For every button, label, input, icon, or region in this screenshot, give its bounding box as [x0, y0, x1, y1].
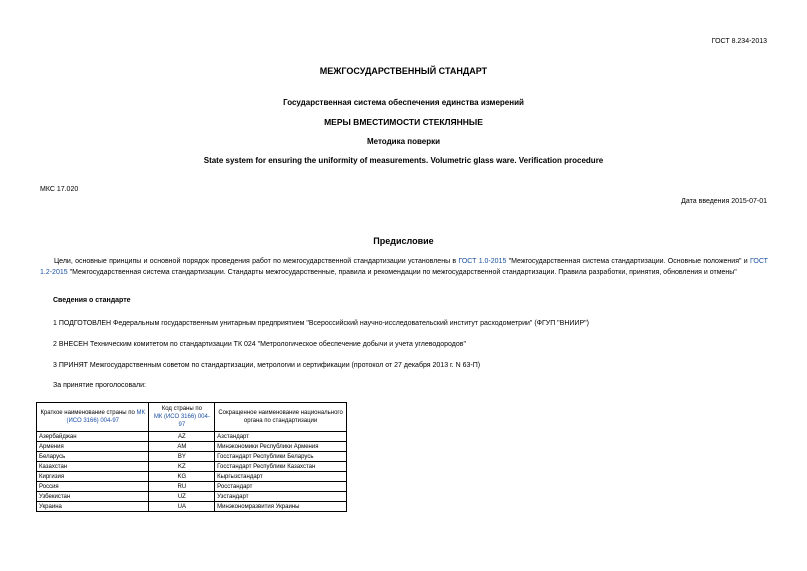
country-cell: Азербайджан: [37, 432, 149, 442]
code-cell: BY: [149, 452, 215, 462]
code-cell: AZ: [149, 432, 215, 442]
code-cell: UA: [149, 502, 215, 512]
table-row: [37, 452, 347, 462]
preface-paragraph: [40, 256, 768, 278]
country-cell: Беларусь: [37, 452, 149, 462]
info-item-voted: За принятие проголосовали:: [53, 382, 146, 389]
code-cell: AM: [149, 442, 215, 452]
standards-body-cell: Минэкономики Республики Армения: [215, 442, 347, 452]
header-country-code: [149, 403, 215, 432]
code-cell: RU: [149, 482, 215, 492]
gost-1-2-link[interactable]: ГОСТ 1.2-2015: [40, 258, 768, 276]
document-subtitle: Методика поверки: [366, 137, 441, 146]
header-country-code-text: Код страны по: [161, 406, 202, 412]
preface-text-1: Цели, основные принципы и основной порядок проведения работ по межгосударственной стандартизации установлены в: [54, 258, 459, 265]
country-cell: Казахстан: [37, 462, 149, 472]
header-country-name-link[interactable]: МК (ИСО 3166) 004-97: [66, 410, 145, 424]
table-row: [37, 482, 347, 492]
table-row: [37, 502, 347, 512]
country-cell: Украина: [37, 502, 149, 512]
code-cell: KG: [149, 472, 215, 482]
preface-heading: Предисловие: [373, 236, 434, 246]
intro-date: Дата введения 2015-07-01: [681, 198, 767, 205]
voting-countries-table: [36, 402, 347, 512]
header-country-name-text: Краткое наименование страны по: [40, 410, 137, 416]
table-row: [37, 432, 347, 442]
english-title: State system for ensuring the uniformity of measurements. Volumetric glass ware. Verification procedure: [203, 156, 604, 165]
country-cell: Киргизия: [37, 472, 149, 482]
table-header-row: [37, 403, 347, 432]
code-cell: KZ: [149, 462, 215, 472]
info-item-submitted: 2 ВНЕСЕН Техническим комитетом по стандартизации ТК 024 "Метрологическое обеспечение добычи и учета углеводородов": [53, 341, 466, 348]
country-cell: Узбекистан: [37, 492, 149, 502]
code-cell: UZ: [149, 492, 215, 502]
standards-body-cell: Госстандарт Республики Казахстан: [215, 462, 347, 472]
table-row: [37, 472, 347, 482]
header-country-name: [37, 403, 149, 432]
preface-text-2: "Межгосударственная система стандартизации. Основные положения" и: [506, 258, 751, 265]
standards-body-cell: Минэкономразвития Украины: [215, 502, 347, 512]
header-country-code-link[interactable]: МК (ИСО 3166) 004-97: [153, 414, 210, 428]
standards-body-cell: Узстандарт: [215, 492, 347, 502]
standard-heading: МЕЖГОСУДАРСТВЕННЫЙ СТАНДАРТ: [319, 66, 488, 76]
table-body: [37, 432, 347, 512]
mks-code: МКС 17.020: [40, 186, 79, 193]
table-row: [37, 462, 347, 472]
preface-text-3: "Межгосударственная система стандартизации. Стандарты межгосударственные, правила и рекомендации по межгосударственной стандартизации. Правила разработки, принятия, обновления и отмены": [67, 269, 737, 276]
standards-body-cell: Госстандарт Республики Беларусь: [215, 452, 347, 462]
standards-body-cell: Росстандарт: [215, 482, 347, 492]
gost-1-0-link[interactable]: ГОСТ 1.0-2015: [458, 258, 507, 265]
info-item-prepared: 1 ПОДГОТОВЛЕН Федеральным государственным унитарным предприятием "Всероссийский научно-исследовательский институт расходометрии" (ФГУП "ВНИИР"): [53, 320, 589, 327]
standards-body-cell: Кыргызстандарт: [215, 472, 347, 482]
standards-body-cell: Азстандарт: [215, 432, 347, 442]
standard-info-heading: Сведения о стандарте: [53, 297, 131, 304]
table-row: [37, 442, 347, 452]
system-title: Государственная система обеспечения единства измерений: [283, 98, 524, 107]
country-cell: Армения: [37, 442, 149, 452]
document-title: МЕРЫ ВМЕСТИМОСТИ СТЕКЛЯННЫЕ: [324, 117, 483, 127]
table-row: [37, 492, 347, 502]
document-code: ГОСТ 8.234-2013: [711, 38, 767, 45]
country-cell: Россия: [37, 482, 149, 492]
header-standards-body: Сокращенное наименование национального органа по стандартизации: [215, 403, 347, 432]
info-item-adopted: 3 ПРИНЯТ Межгосударственным советом по стандартизации, метрологии и сертификации (протокол от 27 декабря 2013 г. N 63-П): [53, 362, 481, 369]
